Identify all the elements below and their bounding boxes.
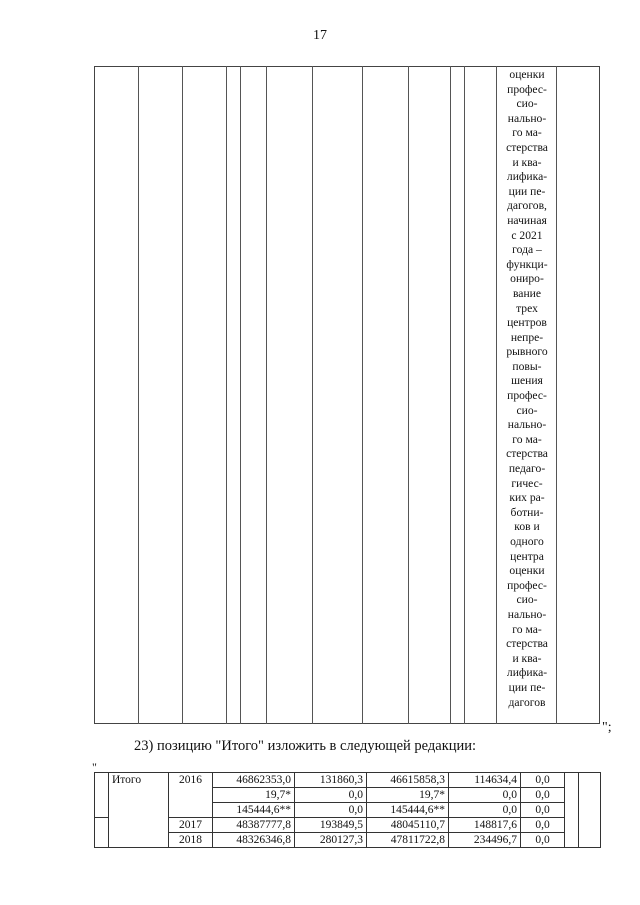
description-line: дагогов (508, 695, 546, 709)
description-line: стерства (506, 447, 548, 461)
blank-cell (565, 773, 579, 848)
description-line: оценки (509, 68, 545, 81)
table-row (95, 833, 601, 848)
itogo-label: Итого (109, 773, 169, 848)
column-divider (182, 66, 183, 724)
value-cell: 46862353,0 (213, 773, 295, 788)
value-cell: 131860,3 (295, 773, 367, 788)
column-divider (450, 66, 451, 724)
value-cell: 48326346,8 (213, 833, 295, 848)
description-line: го ма- (512, 432, 542, 446)
description-line: функци- (506, 257, 548, 271)
value-cell: 145444,6** (213, 803, 295, 818)
column-divider (464, 66, 465, 724)
value-cell: 47811722,8 (367, 833, 449, 848)
description-line: с 2021 (511, 228, 543, 242)
itogo-table (94, 772, 601, 848)
table-row (95, 818, 601, 833)
description-line: профес- (507, 578, 547, 592)
value-cell: 0,0 (521, 833, 565, 848)
description-line: года – (512, 243, 542, 257)
description-line: сио- (516, 97, 538, 111)
description-line: трех (516, 301, 538, 315)
value-cell: 234496,7 (449, 833, 521, 848)
description-line: вание (512, 286, 542, 300)
column-divider (312, 66, 313, 724)
value-cell: 0,0 (521, 773, 565, 788)
description-line: сио- (516, 593, 538, 607)
year-cell: 2018 (169, 833, 213, 848)
description-line: начиная (507, 213, 547, 227)
value-cell: 46615858,3 (367, 773, 449, 788)
column-divider (556, 66, 557, 724)
amendment-instruction: 23) позицию "Итого" изложить в следующей редакции: (134, 738, 477, 754)
description-line: центров (507, 316, 547, 330)
continuation-table (94, 66, 600, 724)
description-line: ции пе- (508, 680, 546, 694)
description-line: сио- (516, 403, 538, 417)
page-number: 17 (313, 28, 327, 43)
value-cell: 48045110,7 (367, 818, 449, 833)
description-line: ких ра- (509, 491, 545, 505)
description-line: непре- (510, 330, 544, 344)
column-divider (408, 66, 409, 724)
description-line: повы- (512, 359, 542, 373)
blank-cell (95, 773, 109, 818)
table-row (95, 773, 601, 788)
description-line: профес- (507, 82, 547, 96)
description-line: лифика- (506, 170, 548, 184)
column-divider (496, 66, 497, 724)
description-line: ониро- (510, 272, 544, 286)
description-line: рывного (506, 345, 548, 359)
column-divider (138, 66, 139, 724)
year-cell: 2017 (169, 818, 213, 833)
blank-cell (95, 818, 109, 848)
value-cell: 114634,4 (449, 773, 521, 788)
description-line: го ма- (512, 622, 542, 636)
year-cell: 2016 (169, 773, 213, 818)
value-cell: 280127,3 (295, 833, 367, 848)
description-line: центра (510, 549, 544, 563)
description-line: педаго- (508, 462, 546, 476)
value-cell: 148817,6 (449, 818, 521, 833)
description-line: и ква- (512, 155, 542, 169)
description-line: ботни- (510, 505, 544, 519)
value-cell: 0,0 (295, 803, 367, 818)
value-cell: 145444,6** (367, 803, 449, 818)
description-line: нально- (507, 111, 547, 125)
value-cell: 193849,5 (295, 818, 367, 833)
value-cell: 19,7* (367, 788, 449, 803)
column-divider (266, 66, 267, 724)
value-cell: 0,0 (295, 788, 367, 803)
value-cell: 0,0 (521, 818, 565, 833)
description-line: го ма- (512, 126, 542, 140)
column-divider (226, 66, 227, 724)
description-line: оценки (509, 564, 545, 578)
value-cell: 19,7* (213, 788, 295, 803)
column-divider (362, 66, 363, 724)
activity-description (498, 68, 556, 710)
description-line: лифика- (506, 666, 548, 680)
description-line: дагогов, (507, 199, 547, 213)
description-line: нально- (507, 418, 547, 432)
description-line: профес- (507, 389, 547, 403)
description-line: шения (511, 374, 543, 388)
value-cell: 48387777,8 (213, 818, 295, 833)
description-line: одного (510, 535, 544, 548)
description-line: нально- (507, 607, 547, 621)
description-line: стерства (506, 637, 548, 651)
closing-quote: "; (602, 720, 612, 735)
value-cell: 0,0 (449, 788, 521, 803)
value-cell: 0,0 (521, 803, 565, 818)
value-cell: 0,0 (449, 803, 521, 818)
column-divider (240, 66, 241, 724)
description-line: гичес- (511, 476, 543, 490)
blank-cell (579, 773, 601, 848)
description-line: стерства (506, 140, 548, 154)
description-line: ции пе- (508, 184, 546, 198)
opening-quote: " (92, 760, 97, 774)
description-line: и ква- (512, 651, 542, 665)
value-cell: 0,0 (521, 788, 565, 803)
description-line: ков и (514, 520, 540, 534)
